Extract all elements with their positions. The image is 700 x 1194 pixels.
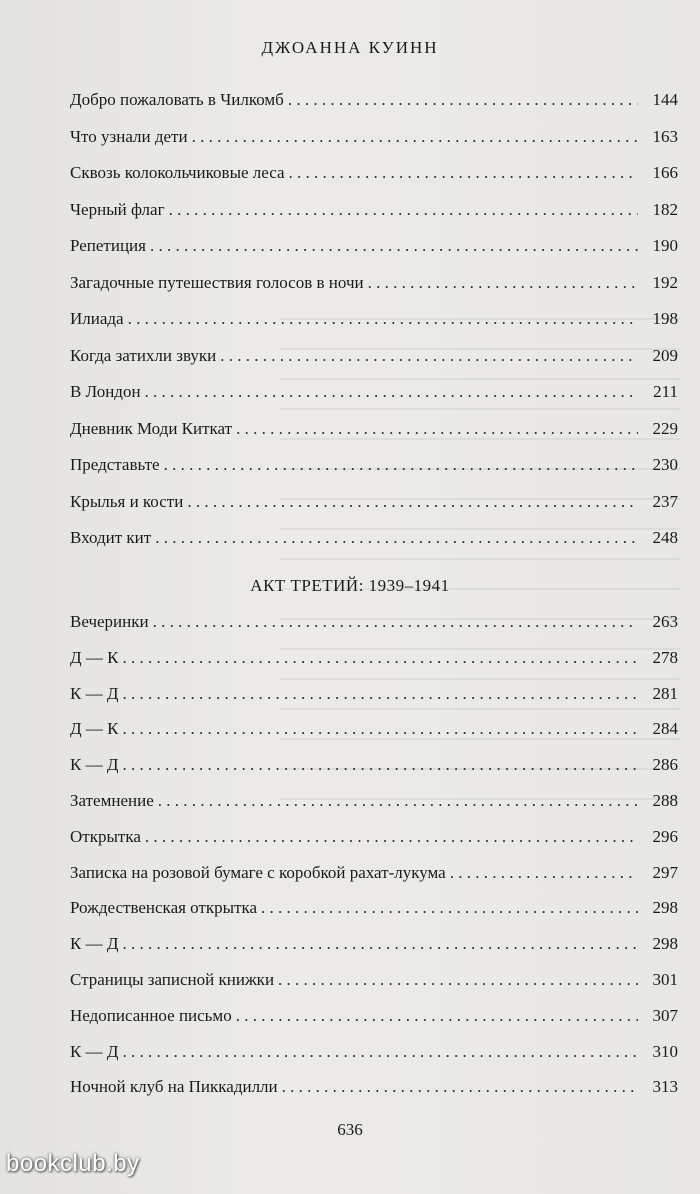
leader-dots: [122, 640, 638, 676]
toc-entry: [70, 783, 678, 819]
toc-entry: [70, 819, 678, 855]
leader-dots: [122, 926, 638, 962]
toc-entry-page: 288: [652, 790, 678, 810]
toc-entry-page: 229: [652, 418, 678, 438]
toc-entry-title: Когда затихли звуки: [70, 345, 217, 365]
toc-entry: [70, 711, 678, 747]
toc-entry-title: К — Д: [70, 755, 119, 775]
toc-entry: [70, 82, 678, 119]
leader-dots: [169, 192, 638, 229]
watermark[interactable]: bookclub.by: [6, 1150, 140, 1177]
leader-dots: [282, 1069, 638, 1105]
leader-dots: [145, 819, 638, 855]
leader-dots: [153, 604, 638, 640]
toc-list-act-three: [70, 604, 678, 1105]
leader-dots: [450, 855, 638, 891]
leader-dots: [220, 338, 638, 375]
toc-entry-title: Затемнение: [70, 790, 154, 810]
toc-entry-page: 298: [652, 898, 678, 918]
toc-entry-page: 166: [652, 163, 678, 182]
toc-entry-page: 211: [653, 382, 678, 401]
toc-entry-page: 281: [652, 683, 678, 703]
toc-entry: [70, 1034, 678, 1070]
toc-entry-title: Что узнали дети: [70, 126, 188, 146]
toc-entry-title: К — Д: [70, 934, 119, 954]
toc-entry: [70, 155, 678, 192]
leader-dots: [187, 484, 638, 521]
leader-dots: [278, 962, 638, 998]
toc-entry-title: К — Д: [70, 1041, 119, 1061]
toc-entry: [70, 228, 678, 265]
toc-entry-title: Загадочные путешествия голосов в ночи: [70, 272, 364, 292]
toc-entry: [70, 301, 678, 338]
toc-entry: [70, 926, 678, 962]
toc-entry: [70, 962, 678, 998]
toc-entry-title: Д — К: [70, 647, 119, 667]
toc-entry-page: 190: [652, 236, 678, 255]
leader-dots: [192, 119, 638, 156]
running-head: ДЖОАННА КУИНН: [261, 38, 439, 57]
toc-entry-title: Черный флаг: [70, 199, 165, 219]
toc-entry-page: 298: [652, 934, 678, 954]
toc-entry: [70, 192, 678, 229]
leader-dots: [236, 998, 638, 1034]
leader-dots: [122, 711, 638, 747]
toc-entry: [70, 1069, 678, 1105]
leader-dots: [128, 301, 638, 338]
section-title: АКТ ТРЕТИЙ: 1939–1941: [250, 576, 450, 595]
toc-entry-title: Д — К: [70, 719, 119, 739]
toc-entry-title: Илиада: [70, 309, 124, 328]
toc-entry-page: 297: [652, 862, 678, 882]
toc-entry: [70, 747, 678, 783]
toc-entry: [70, 604, 678, 640]
toc-entry-page: 296: [652, 826, 678, 846]
toc-entry-title: Открытка: [70, 826, 141, 846]
toc-entry-page: 209: [652, 345, 678, 365]
toc-entry-title: Записка на розовой бумаге с коробкой рахат-лукума: [70, 862, 446, 882]
toc-entry: [70, 855, 678, 891]
toc-entry-title: К — Д: [70, 683, 119, 703]
toc-entry-page: 284: [652, 719, 678, 739]
toc-entry-title: Вечеринки: [70, 612, 149, 631]
leader-dots: [145, 374, 638, 411]
toc-entry-page: 182: [652, 199, 678, 219]
toc-entry-page: 230: [652, 455, 678, 474]
toc-entry-page: 198: [652, 309, 678, 328]
toc-entry-page: 163: [652, 126, 678, 146]
leader-dots: [289, 155, 638, 192]
leader-dots: [164, 447, 638, 484]
toc-entry: [70, 374, 678, 411]
leader-dots: [158, 783, 638, 819]
toc-entry: [70, 520, 678, 557]
toc-entry: [70, 119, 678, 156]
toc-entry-page: 301: [652, 969, 678, 989]
toc-entry-title: Сквозь колокольчиковые леса: [70, 163, 285, 182]
toc-entry-title: Рождественская открытка: [70, 898, 258, 918]
toc-entry: [70, 890, 678, 926]
toc-list-part-2: [70, 82, 678, 557]
leader-dots: [150, 228, 638, 265]
toc-entry-page: 248: [652, 528, 678, 547]
toc-entry-page: 263: [652, 612, 678, 631]
toc-entry-title: Входит кит: [70, 528, 152, 547]
toc-entry-title: Представьте: [70, 455, 160, 474]
toc-entry: [70, 998, 678, 1034]
leader-dots: [288, 82, 638, 119]
toc-entry: [70, 640, 678, 676]
leader-dots: [261, 890, 638, 926]
toc-entry-page: 286: [652, 755, 678, 775]
toc-entry-page: 313: [652, 1077, 678, 1097]
page-number: 636: [337, 1120, 363, 1139]
leader-dots: [155, 520, 638, 557]
toc-entry-page: 278: [652, 647, 678, 667]
toc-entry-title: Добро пожаловать в Чилкомб: [70, 90, 284, 109]
leader-dots: [122, 747, 638, 783]
toc-entry-title: Репетиция: [70, 236, 146, 255]
toc-entry-page: 144: [652, 90, 678, 109]
toc-entry-title: Ночной клуб на Пиккадилли: [70, 1077, 278, 1097]
toc-entry: [70, 411, 678, 448]
leader-dots: [122, 676, 638, 712]
toc-entry-page: 310: [652, 1041, 678, 1061]
toc-entry-title: Крылья и кости: [70, 491, 184, 511]
toc-entry: [70, 447, 678, 484]
toc-entry: [70, 338, 678, 375]
toc-entry-title: Дневник Моди Киткат: [70, 418, 233, 438]
toc-entry-page: 307: [652, 1005, 678, 1025]
leader-dots: [236, 411, 638, 448]
toc-entry-page: 237: [652, 491, 678, 511]
leader-dots: [122, 1034, 638, 1070]
toc-entry-title: Страницы записной книжки: [70, 969, 275, 989]
leader-dots: [368, 265, 638, 302]
toc-entry-title: В Лондон: [70, 382, 141, 401]
toc-entry: [70, 484, 678, 521]
toc-entry: [70, 265, 678, 302]
toc-entry: [70, 676, 678, 712]
toc-entry-title: Недописанное письмо: [70, 1005, 232, 1025]
toc-entry-page: 192: [652, 272, 678, 292]
